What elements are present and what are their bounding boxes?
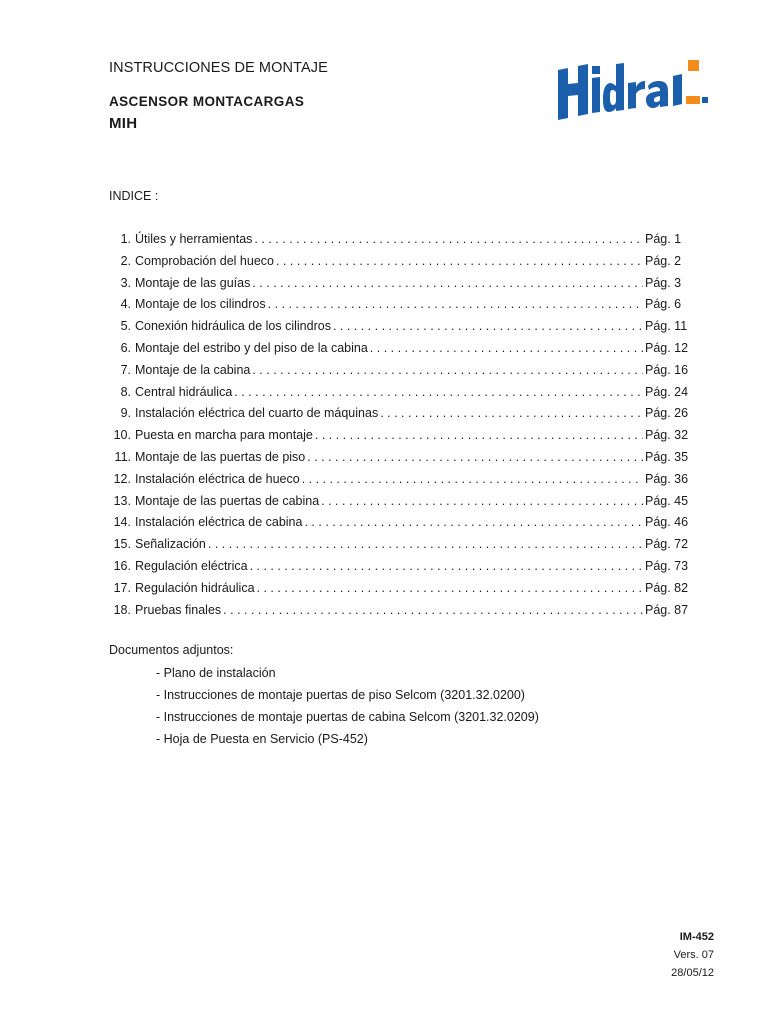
toc-number: 3. [120,275,131,290]
toc-entry [109,254,689,276]
toc-number: 16. [113,558,131,573]
toc-title: Regulación hidráulica [135,580,255,595]
toc-page: Pág. 45 [645,493,689,508]
toc-title: Montaje de las guías [135,275,251,290]
toc-title: Comprobación del hueco [135,253,274,268]
logo-letter-l [673,74,682,106]
document-subtitle: ASCENSOR MONTACARGAS [109,94,305,109]
toc-page: Pág. 3 [645,275,682,290]
document-version: Vers. 07 [673,949,714,961]
toc-leader [250,559,643,573]
toc-page: Pág. 73 [645,558,689,573]
toc-leader [208,537,643,551]
toc-page: Pág. 1 [645,232,682,246]
toc-title: Instalación eléctrica de cabina [135,515,303,530]
toc-number: 9. [120,406,131,421]
toc-leader [304,515,643,529]
toc-entry [109,472,689,494]
toc-number: 1. [120,232,131,246]
attachment-item: - Instrucciones de montaje puertas de cabina Selcom (3201.32.0209) [156,710,539,724]
toc-leader [370,341,643,355]
toc-page: Pág. 2 [645,253,682,268]
toc-leader [276,254,643,268]
document-title: INSTRUCCIONES DE MONTAJE [109,60,328,76]
toc-page: Pág. 82 [645,580,689,595]
toc-leader [252,363,643,377]
toc-number: 12. [113,471,131,486]
attachment-item: - Instrucciones de montaje puertas de piso Selcom (3201.32.0200) [156,688,525,702]
logo-orange-square [688,60,699,71]
toc-page: Pág. 24 [645,384,689,399]
document-code: IM-452 [679,931,714,943]
document-footer [671,928,714,982]
toc-leader [254,232,643,246]
toc-entry [109,385,689,407]
toc-entry [109,428,689,450]
attachment-item: - Hoja de Puesta en Servicio (PS-452) [156,732,368,746]
toc-entry [109,603,689,625]
toc-page: Pág. 32 [645,428,689,443]
toc-page: Pág. 16 [645,362,689,377]
toc-number: 4. [120,297,131,312]
toc-page: Pág. 46 [645,515,689,530]
toc-page: Pág. 36 [645,471,689,486]
table-of-contents [109,232,689,624]
toc-title: Conexión hidráulica de los cilindros [135,319,331,334]
logo-orange-dot [702,97,708,103]
toc-title: Montaje de las puertas de cabina [135,493,320,508]
logo-letter-a [646,81,668,108]
toc-title: Instalación eléctrica del cuarto de máquinas [135,406,379,421]
toc-leader [380,406,643,420]
toc-leader [321,494,643,508]
toc-number: 5. [120,319,131,334]
logo-letter-i-dot [592,66,600,74]
toc-title: Instalación eléctrica de hueco [135,471,300,486]
toc-leader [223,603,643,617]
logo-letter-h [558,64,588,120]
toc-entry [109,494,689,516]
toc-number: 18. [113,602,131,617]
toc-entry [109,581,689,603]
toc-title: Señalización [135,537,206,552]
toc-entry [109,341,689,363]
toc-entry [109,406,689,428]
toc-entry [109,515,689,537]
toc-entry [109,319,689,341]
toc-title: Montaje de los cilindros [135,297,266,312]
toc-leader [252,276,643,290]
toc-number: 11. [114,449,131,464]
toc-entry [109,276,689,298]
attachments-list [156,665,539,753]
toc-page: Pág. 35 [645,449,689,464]
toc-page: Pág. 72 [645,537,689,552]
toc-page: Pág. 12 [645,340,689,355]
toc-number: 6. [120,340,131,355]
toc-entry [109,363,689,385]
attachment-item: - Plano de instalación [156,666,276,680]
toc-title: Montaje del estribo y del piso de la cabina [135,340,368,355]
logo-letter-i [592,77,600,113]
toc-title: Regulación eléctrica [135,558,248,573]
toc-title: Central hidráulica [135,384,233,399]
document-date: 28/05/12 [671,967,714,979]
toc-leader [307,450,643,464]
toc-leader [333,319,643,333]
toc-number: 7. [120,362,131,377]
toc-entry [109,559,689,581]
toc-page: Pág. 26 [645,406,689,421]
toc-title: Puesta en marcha para montaje [135,428,313,443]
toc-number: 14. [113,515,131,530]
toc-number: 2. [120,253,131,268]
toc-title: Montaje de la cabina [135,362,251,377]
toc-title: Útiles y herramientas [135,232,253,246]
toc-entry [109,232,689,254]
logo-letter-d [603,63,624,112]
toc-leader [234,385,643,399]
product-model: MIH [109,115,138,132]
hidral-logo [556,56,710,120]
toc-number: 10. [113,428,131,443]
attachments-heading: Documentos adjuntos: [109,643,234,657]
toc-entry [109,297,689,319]
toc-number: 8. [120,384,131,399]
toc-page: Pág. 11 [645,319,688,334]
logo-letter-r [628,81,645,109]
toc-title: Montaje de las puertas de piso [135,449,306,464]
toc-number: 13. [113,493,131,508]
toc-page: Pág. 87 [645,602,689,617]
toc-leader [257,581,643,595]
toc-number: 15. [113,537,131,552]
index-heading: INDICE : [109,189,159,203]
logo-orange-base [686,96,700,104]
toc-entry [109,537,689,559]
toc-title: Pruebas finales [135,602,222,617]
toc-leader [302,472,643,486]
toc-leader [315,428,643,442]
toc-entry [109,450,689,472]
toc-leader [268,297,643,311]
toc-number: 17. [113,580,131,595]
toc-page: Pág. 6 [645,297,682,312]
